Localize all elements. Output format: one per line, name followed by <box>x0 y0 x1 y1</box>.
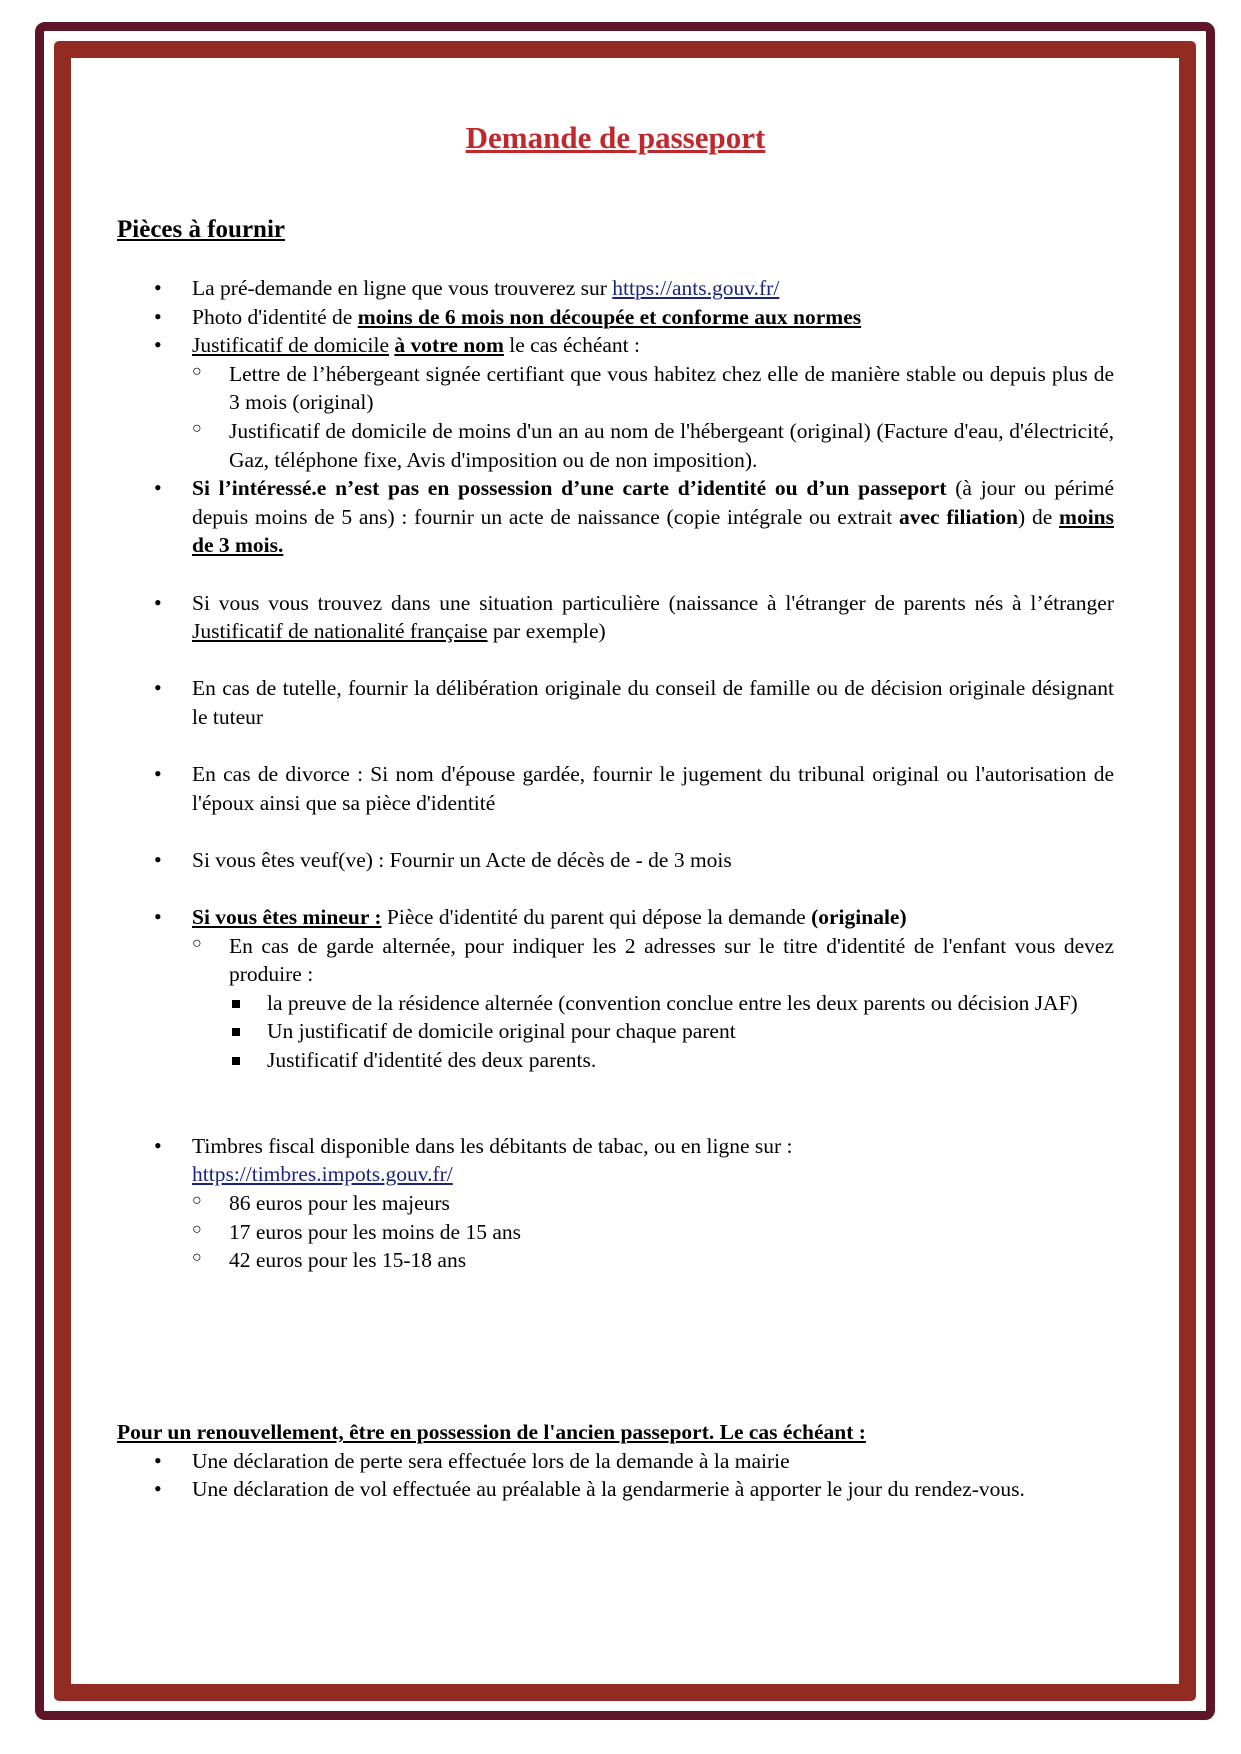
circle-bullet-icon: ○ <box>192 934 202 952</box>
requirements-section <box>117 274 1114 1275</box>
bullet-icon: • <box>154 846 162 872</box>
renewal-heading: Pour un renouvellement, être en possession de l'ancien passeport. Le cas échéant : <box>117 1420 866 1444</box>
sub-sub-list <box>229 989 1114 1075</box>
list-item: • En cas de divorce : Si nom d'épouse gardée, fournir le jugement du tribunal original ou l'autorisation de l'époux ainsi que sa pièce d'identité <box>154 761 1114 815</box>
square-bullet-icon <box>232 1057 240 1065</box>
sub-list <box>192 1189 1114 1275</box>
circle-bullet-icon: ○ <box>192 1192 202 1209</box>
square-bullet-icon <box>232 1000 240 1008</box>
timbres-link[interactable]: https://timbres.impots.gouv.fr/ <box>192 1162 453 1187</box>
circle-bullet-icon: ○ <box>192 1249 202 1267</box>
list-item: • La pré-demande en ligne que vous trouverez sur https://ants.gouv.fr/ <box>117 274 1114 303</box>
bullet-icon: • <box>154 761 162 787</box>
renewal-section <box>117 1418 1114 1504</box>
circle-bullet-icon: ○ <box>192 362 202 380</box>
sub-sub-list-item: la preuve de la résidence alternée (convention conclue entre les deux parents ou décision JAF) <box>229 989 1114 1018</box>
bullet-icon: • <box>154 303 162 329</box>
list-item: • Si vous vous trouvez dans une situation particulière (naissance à l'étranger de parents nés à l’étranger Justificatif de nationalité française par exemple) <box>154 589 1114 644</box>
sub-list-item: ○ 17 euros pour les moins de 15 ans <box>192 1218 1114 1247</box>
list-item: • Si vous êtes veuf(ve) : Fournir un Acte de décès de - de 3 mois <box>117 846 1114 875</box>
sub-list-item: ○ Justificatif de domicile de moins d'un an au nom de l'hébergeant (original) (Facture d'eau, d'électricité, Gaz, téléphone fixe, Avis d'imposition ou de non imposition). <box>192 417 1114 474</box>
renewal-list <box>117 1447 1114 1504</box>
list-item: • Une déclaration de perte sera effectuée lors de la demande à la mairie <box>117 1447 1114 1476</box>
sub-sub-list-item: Un justificatif de domicile original pour chaque parent <box>229 1017 1114 1046</box>
bullet-icon: • <box>154 1132 162 1158</box>
sub-sub-list-item: Justificatif d'identité des deux parents. <box>229 1046 1114 1075</box>
sub-list-item: ○ 86 euros pour les majeurs <box>192 1189 1114 1218</box>
circle-bullet-icon: ○ <box>192 1220 202 1238</box>
bullet-icon: • <box>154 675 162 701</box>
sub-list-item: ○ 42 euros pour les 15-18 ans <box>192 1246 1114 1275</box>
list-item: • Une déclaration de vol effectuée au préalable à la gendarmerie à apporter le jour du rendez-vous. <box>117 1475 1114 1504</box>
list-item: • Justificatif de domicile à votre nom le cas échéant : ○ Lettre de l’hébergeant signée certifiant que vous habitez chez elle de manière stable ou depuis plus de 3 mois (original) ○ Justificatif de domicile de moins d'un an au nom de l'hébergeant (original) (Facture d'eau, d'électricité, Gaz, téléphone fixe, Avis d'imposition ou de non imposition). <box>117 331 1114 474</box>
list-item: • Si l’intéressé.e n’est pas en possession d’une carte d’identité ou d’un passeport (à jour ou périmé depuis moins de 5 ans) : fournir un acte de naissance (copie intégrale ou extrait avec filiation) de moins de 3 mois. <box>154 475 1115 558</box>
sub-list-item: ○ En cas de garde alternée, pour indiquer les 2 adresses sur le titre d'identité de l'enfant vous devez produire : la preuve de la résidence alternée (convention conclue entre les deux parents ou décision JAF) Un justificatif de domicile original pour chaque parent Justificatif d'identité des deux parents. <box>192 932 1114 1075</box>
sub-list <box>192 360 1114 474</box>
bullet-icon: • <box>154 904 162 930</box>
list-item: • Timbres fiscal disponible dans les débitants de tabac, ou en ligne sur : https://timbres.impots.gouv.fr/ ○ 86 euros pour les majeurs ○ 17 euros pour les moins de 15 ans ○ 42 euros pour les 15-18 ans <box>117 1132 1114 1275</box>
section-heading: Pièces à fournir <box>117 216 286 243</box>
list-item: • Photo d'identité de moins de 6 mois non découpée et conforme aux normes <box>117 303 1114 332</box>
bullet-icon: • <box>154 475 162 501</box>
circle-bullet-icon: ○ <box>192 419 202 437</box>
list-item: • En cas de tutelle, fournir la délibération originale du conseil de famille ou de décision originale désignant le tuteur <box>154 675 1114 729</box>
bullet-icon: • <box>154 1476 162 1502</box>
list-item: • Si vous êtes mineur : Pièce d'identité du parent qui dépose la demande (originale) ○ En cas de garde alternée, pour indiquer les 2 adresses sur le titre d'identité de l'enfant vous devez produire : la preuve de la résidence alternée (convention conclue entre les deux parents ou décision JAF) Un justificatif de domicile original pour chaque parent Justificatif d'identité des deux parents. <box>117 903 1114 1075</box>
sub-list <box>192 932 1114 1075</box>
bullet-icon: • <box>154 589 162 615</box>
bullet-icon: • <box>154 1447 162 1473</box>
ants-link[interactable]: https://ants.gouv.fr/ <box>612 276 780 300</box>
requirements-list <box>117 274 1114 1275</box>
document-title: Demande de passeport <box>465 120 766 155</box>
bullet-icon: • <box>154 332 162 358</box>
bullet-icon: • <box>154 275 162 300</box>
sub-list-item: ○ Lettre de l’hébergeant signée certifiant que vous habitez chez elle de manière stable ou depuis plus de 3 mois (original) <box>192 360 1114 417</box>
square-bullet-icon <box>232 1028 240 1036</box>
